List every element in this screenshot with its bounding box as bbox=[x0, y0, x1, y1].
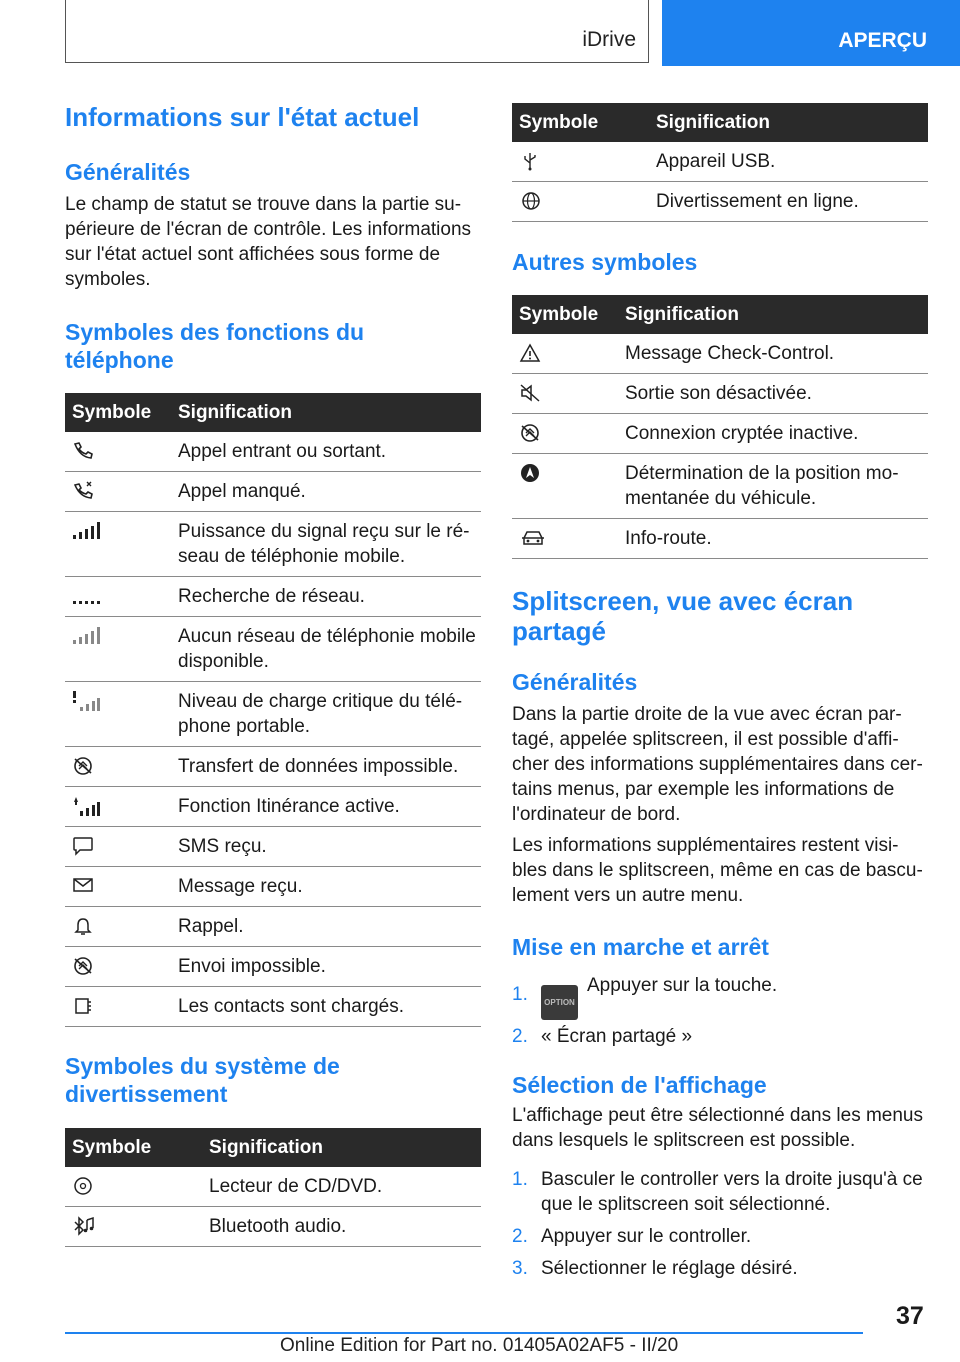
table-row bbox=[65, 747, 481, 787]
missed-call-icon bbox=[72, 481, 94, 499]
list-item bbox=[512, 1256, 928, 1281]
table-row bbox=[512, 334, 928, 374]
splitscreen-title: Splitscreen, vue avec écran partagé bbox=[512, 586, 854, 646]
table-row bbox=[512, 182, 928, 222]
footer-divider bbox=[65, 1332, 863, 1334]
split-text-2: Les informations supplémentaires restent visi- bles dans le splitscreen, même en cas de bascu- lement vers un autre menu. bbox=[512, 835, 923, 906]
sms-icon bbox=[72, 836, 94, 856]
phone-row-text: Appel entrant ou sortant. bbox=[171, 432, 481, 472]
list-item bbox=[512, 973, 928, 1020]
encryption-off-icon bbox=[519, 423, 541, 443]
page-number: 37 bbox=[896, 1302, 924, 1330]
low-battery-icon bbox=[72, 691, 100, 711]
phone-row-text: Puissance du signal reçu sur le ré- seau de téléphonie mobile. bbox=[171, 512, 481, 577]
footer-edition: Online Edition for Part no. 01405A02AF5 - II/20 bbox=[280, 1335, 679, 1356]
autres-title: Autres symboles bbox=[512, 249, 698, 275]
divertissement-title: Symboles du système de divertissement bbox=[65, 1053, 340, 1107]
phone-row-text: Transfert de données impossible. bbox=[171, 747, 481, 787]
entertainment-symbols-table bbox=[65, 1128, 481, 1247]
col-symbole: Symbole bbox=[512, 103, 649, 142]
data-transfer-blocked-icon bbox=[72, 756, 94, 776]
table-row bbox=[512, 519, 928, 559]
step-text: Basculer le controller vers la droite jusqu'à ce que le splitscreen soit sélectionné. bbox=[541, 1169, 923, 1215]
table-row bbox=[65, 827, 481, 867]
bell-icon bbox=[72, 916, 94, 936]
step-number: 3. bbox=[512, 1258, 528, 1279]
right-column bbox=[512, 103, 928, 1281]
col-signification: Signification bbox=[649, 103, 928, 142]
phone-row-text: Envoi impossible. bbox=[171, 947, 481, 987]
table-row bbox=[65, 907, 481, 947]
table-row bbox=[65, 682, 481, 747]
step-text: Appuyer sur le controller. bbox=[541, 1226, 752, 1247]
ent-row-text: Lecteur de CD/DVD. bbox=[202, 1167, 481, 1207]
ent-row-text: Bluetooth audio. bbox=[202, 1207, 481, 1247]
table-row bbox=[65, 787, 481, 827]
phone-symbols-table bbox=[65, 393, 481, 1027]
phone-row-text: Rappel. bbox=[171, 907, 481, 947]
col-symbole: Symbole bbox=[512, 295, 618, 334]
phone-row-text: Aucun réseau de téléphonie mobile disponible. bbox=[171, 617, 481, 682]
other-row-text: Détermination de la position mo- mentanée du véhicule. bbox=[618, 454, 928, 519]
table-row bbox=[512, 414, 928, 454]
table-row bbox=[512, 454, 928, 519]
phone-row-text: Appel manqué. bbox=[171, 472, 481, 512]
step-text: « Écran partagé » bbox=[541, 1026, 693, 1047]
col-signification: Signification bbox=[618, 295, 928, 334]
table-row bbox=[65, 617, 481, 682]
no-network-icon bbox=[72, 626, 100, 644]
selection-steps bbox=[512, 1167, 928, 1281]
table-row bbox=[512, 374, 928, 414]
phone-row-text: Recherche de réseau. bbox=[171, 577, 481, 617]
selection-text: L'affichage peut être sélectionné dans les menus dans lesquels le splitscreen est possible. bbox=[512, 1105, 923, 1151]
ent-row-text: Appareil USB. bbox=[649, 142, 928, 182]
step-text: Appuyer sur la touche. bbox=[587, 975, 778, 996]
left-column bbox=[65, 102, 481, 1247]
warning-triangle-icon bbox=[519, 343, 541, 363]
phone-call-icon bbox=[72, 441, 94, 459]
position-icon bbox=[519, 463, 541, 483]
ent-row-text: Divertissement en ligne. bbox=[649, 182, 928, 222]
col-signification: Signification bbox=[171, 393, 481, 432]
table-header-row bbox=[65, 1128, 481, 1167]
option-button-image: OPTION bbox=[541, 985, 578, 1020]
phone-row-text: Fonction Itinérance active. bbox=[171, 787, 481, 827]
list-item bbox=[512, 1224, 928, 1249]
table-row bbox=[65, 947, 481, 987]
other-row-text: Message Check-Control. bbox=[618, 334, 928, 374]
header-chapter-tab: APERÇU bbox=[662, 0, 960, 66]
table-row bbox=[65, 512, 481, 577]
table-header-row bbox=[512, 103, 928, 142]
phone-row-text: Niveau de charge critique du télé- phone portable. bbox=[171, 682, 481, 747]
telephone-title: Symboles des fonctions du téléphone bbox=[65, 319, 365, 373]
table-header-row bbox=[65, 393, 481, 432]
selection-title: Sélection de l'affichage bbox=[512, 1072, 767, 1098]
list-item bbox=[512, 1024, 928, 1049]
split-generalites-title: Généralités bbox=[512, 669, 638, 695]
network-search-icon bbox=[72, 586, 100, 604]
page-header bbox=[0, 0, 960, 66]
table-row bbox=[65, 987, 481, 1027]
other-row-text: Connexion cryptée inactive. bbox=[618, 414, 928, 454]
table-row bbox=[65, 1167, 481, 1207]
cd-dvd-icon bbox=[72, 1176, 94, 1196]
envelope-icon bbox=[72, 876, 94, 894]
send-blocked-icon bbox=[72, 956, 94, 976]
online-entertainment-icon bbox=[519, 191, 543, 211]
marche-steps bbox=[512, 973, 928, 1049]
step-number: 2. bbox=[512, 1026, 528, 1047]
table-row bbox=[512, 142, 928, 182]
generalites-text: Le champ de statut se trouve dans la partie su- périeure de l'écran de contrôle. Les informations sur l'état actuel sont affichées sous forme de symboles. bbox=[65, 194, 472, 290]
col-symbole: Symbole bbox=[65, 393, 171, 432]
table-row bbox=[65, 472, 481, 512]
entertainment-symbols-table-continued bbox=[512, 103, 928, 222]
signal-strength-icon bbox=[72, 521, 100, 539]
bluetooth-audio-icon bbox=[72, 1216, 96, 1236]
step-number: 1. bbox=[512, 1169, 528, 1190]
generalites-title: Généralités bbox=[65, 159, 191, 185]
col-symbole: Symbole bbox=[65, 1128, 202, 1167]
contacts-icon bbox=[72, 996, 94, 1016]
table-row bbox=[65, 432, 481, 472]
header-section-label: iDrive bbox=[582, 28, 636, 51]
table-row bbox=[65, 577, 481, 617]
col-signification: Signification bbox=[202, 1128, 481, 1167]
table-row bbox=[65, 1207, 481, 1247]
phone-row-text: Message reçu. bbox=[171, 867, 481, 907]
other-symbols-table bbox=[512, 295, 928, 559]
marche-title: Mise en marche et arrêt bbox=[512, 934, 769, 960]
list-item bbox=[512, 1167, 928, 1217]
traffic-info-icon bbox=[519, 528, 547, 548]
roaming-icon bbox=[72, 796, 100, 816]
speaker-muted-icon bbox=[519, 383, 541, 403]
table-header-row bbox=[512, 295, 928, 334]
header-frame bbox=[65, 0, 649, 63]
step-number: 1. bbox=[512, 984, 528, 1005]
split-text-1: Dans la partie droite de la vue avec écran par- tagé, appelée splitscreen, il est possible d'affi- cher des informations supplémentaires dans cer- tains menus, par exemple les informations de l'ordinateur de bord. bbox=[512, 704, 923, 825]
usb-icon bbox=[519, 151, 541, 171]
other-row-text: Sortie son désactivée. bbox=[618, 374, 928, 414]
step-number: 2. bbox=[512, 1226, 528, 1247]
etat-title: Informations sur l'état actuel bbox=[65, 102, 420, 132]
phone-row-text: SMS reçu. bbox=[171, 827, 481, 867]
step-text: Sélectionner le réglage désiré. bbox=[541, 1258, 798, 1279]
other-row-text: Info-route. bbox=[618, 519, 928, 559]
table-row bbox=[65, 867, 481, 907]
phone-row-text: Les contacts sont chargés. bbox=[171, 987, 481, 1027]
